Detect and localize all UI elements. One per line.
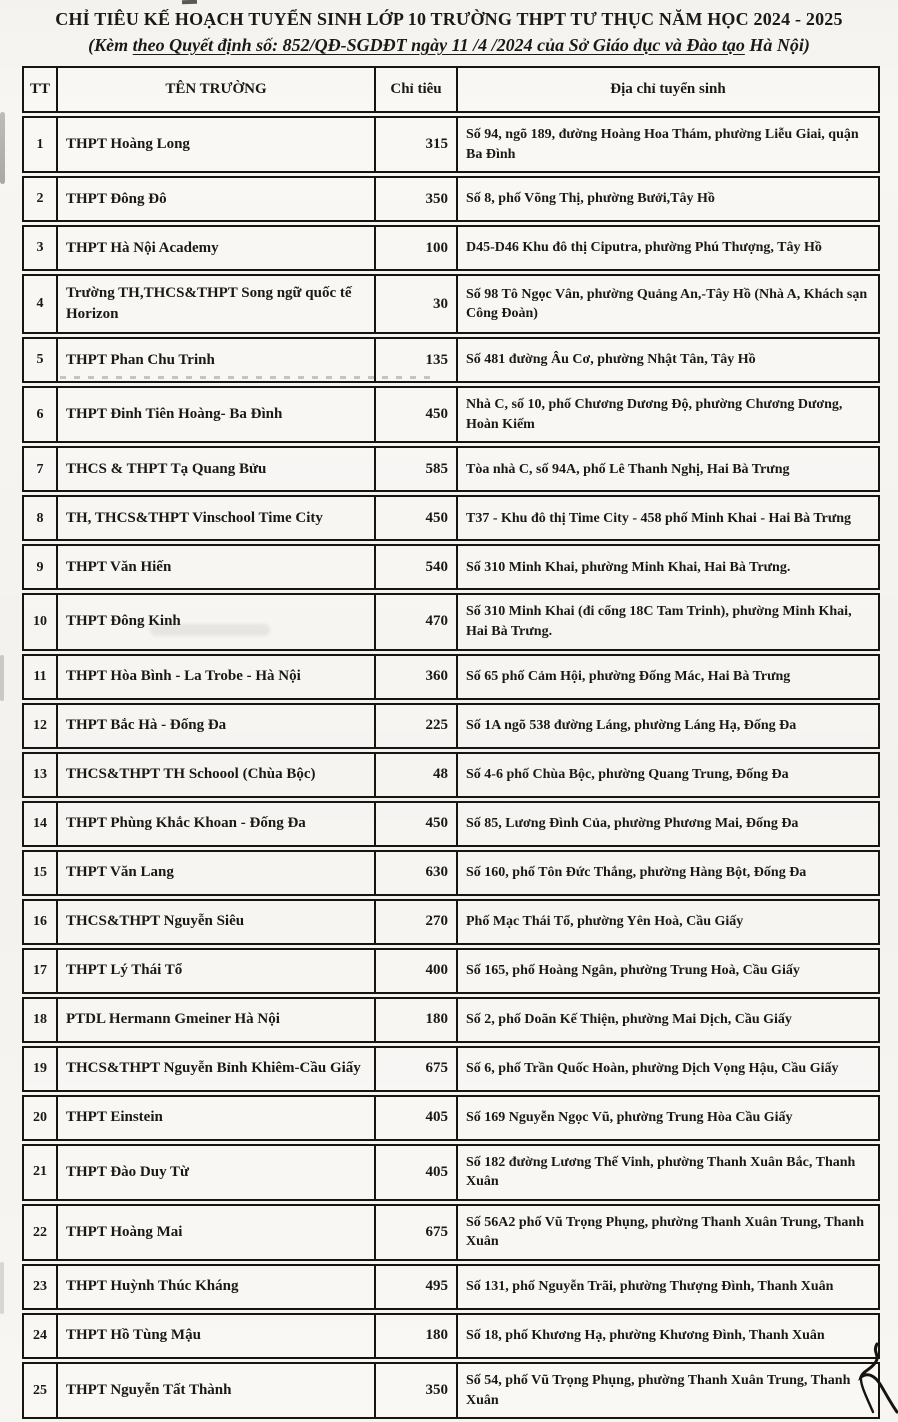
table-row [22, 1264, 880, 1310]
quota-cell: 350 [376, 178, 458, 220]
school-name-cell: TH, THCS&THPT Vinschool Time City [58, 497, 376, 539]
table-row [22, 1046, 880, 1092]
quota-cell: 450 [376, 497, 458, 539]
row-number-cell: 12 [24, 705, 58, 747]
school-name-cell: THPT Văn Lang [58, 852, 376, 894]
table-row [22, 1095, 880, 1141]
row-number-cell: 6 [24, 388, 58, 441]
school-name-cell: THCS & THPT Tạ Quang Bửu [58, 448, 376, 490]
address-cell: Số 2, phố Doãn Kế Thiện, phường Mai Dịch, Cầu Giấy [466, 1011, 792, 1027]
quota-cell: 180 [376, 999, 458, 1041]
school-name-cell: THPT Hà Nội Academy [58, 227, 376, 269]
row-number-cell: 24 [24, 1315, 58, 1357]
subtitle-prefix: (Kèm [88, 35, 133, 55]
quota-cell: 675 [376, 1048, 458, 1090]
row-number-cell: 2 [24, 178, 58, 220]
row-number-cell: 19 [24, 1048, 58, 1090]
scan-artifact-edge-smudge [0, 655, 4, 701]
row-number-cell: 9 [24, 546, 58, 588]
row-number-cell: 14 [24, 803, 58, 845]
table-row [22, 850, 880, 896]
address-cell: Số 65 phố Cảm Hội, phường Đống Mác, Hai Bà Trưng [466, 668, 791, 684]
address-cell: Số 131, phố Nguyễn Trãi, phường Thượng Đình, Thanh Xuân [466, 1279, 834, 1295]
row-number-cell: 20 [24, 1097, 58, 1139]
address-cell: Số 8, phố Võng Thị, phường Bưởi,Tây Hồ [466, 191, 715, 207]
table-row [22, 752, 880, 798]
scan-artifact-edge-smudge [0, 112, 5, 184]
quota-cell: 540 [376, 546, 458, 588]
school-name-cell: THPT Nguyễn Tất Thành [58, 1364, 376, 1417]
table-row [22, 1313, 880, 1359]
school-name-cell: THPT Huỳnh Thúc Kháng [58, 1266, 376, 1308]
address-cell: Nhà C, số 10, phố Chương Dương Độ, phường Chương Dương, Hoàn Kiếm [466, 397, 843, 432]
quota-cell: 135 [376, 339, 458, 381]
school-name-cell: THPT Hoàng Long [58, 118, 376, 171]
quota-cell: 350 [376, 1364, 458, 1417]
header-address: Địa chỉ tuyển sinh [610, 81, 726, 97]
quota-cell: 675 [376, 1206, 458, 1259]
school-name-cell: THPT Einstein [58, 1097, 376, 1139]
row-number-cell: 21 [24, 1146, 58, 1199]
page-title: CHỈ TIÊU KẾ HOẠCH TUYỂN SINH LỚP 10 TRƯỜNG THPT TƯ THỤC NĂM HỌC 2024 - 2025 [55, 9, 843, 29]
scan-artifact-edge-smudge [0, 1262, 4, 1314]
row-number-cell: 13 [24, 754, 58, 796]
quota-cell: 180 [376, 1315, 458, 1357]
address-cell: Số 85, Lương Đình Của, phường Phương Mai, Đống Đa [466, 815, 799, 831]
address-cell: Số 6, phố Trần Quốc Hoàn, phường Dịch Vọng Hậu, Cầu Giấy [466, 1060, 839, 1076]
quota-cell: 360 [376, 656, 458, 698]
row-number-cell: 23 [24, 1266, 58, 1308]
school-name-cell: THPT Đinh Tiên Hoàng- Ba Đình [58, 388, 376, 441]
quota-cell: 405 [376, 1097, 458, 1139]
school-name-cell: THCS&THPT Nguyễn Siêu [58, 901, 376, 943]
row-number-cell: 18 [24, 999, 58, 1041]
table-row [22, 116, 880, 173]
quota-cell: 405 [376, 1146, 458, 1199]
school-name-cell: PTDL Hermann Gmeiner Hà Nội [58, 999, 376, 1041]
row-number-cell: 22 [24, 1206, 58, 1259]
table-row [22, 948, 880, 994]
table-header-row [22, 66, 880, 113]
address-cell: Số 182 đường Lương Thế Vinh, phường Thanh Xuân Bắc, Thanh Xuân [466, 1154, 856, 1190]
row-number-cell: 5 [24, 339, 58, 381]
row-number-cell: 10 [24, 595, 58, 648]
row-number-cell: 7 [24, 448, 58, 490]
table-row [22, 801, 880, 847]
table-row [22, 997, 880, 1043]
header-tt: TT [24, 68, 58, 111]
table-row [22, 176, 880, 222]
quota-cell: 270 [376, 901, 458, 943]
table-row [22, 274, 880, 334]
address-cell: Số 310 Minh Khai (đi cổng 18C Tam Trinh), phường Minh Khai, Hai Bà Trưng. [466, 604, 852, 639]
quota-cell: 315 [376, 118, 458, 171]
quota-cell: 630 [376, 852, 458, 894]
table-row [22, 1204, 880, 1261]
quota-cell: 585 [376, 448, 458, 490]
table-row [22, 1144, 880, 1201]
table-row [22, 899, 880, 945]
address-cell: Số 310 Minh Khai, phường Minh Khai, Hai Bà Trưng. [466, 559, 791, 575]
row-number-cell: 25 [24, 1364, 58, 1417]
enrollment-quota-table [22, 66, 880, 1422]
table-row [22, 386, 880, 443]
school-name-cell: Trường TH,THCS&THPT Song ngữ quốc tế Horizon [58, 276, 376, 332]
quota-cell: 495 [376, 1266, 458, 1308]
school-name-cell: THPT Văn Hiến [58, 546, 376, 588]
table-row [22, 337, 880, 383]
school-name-cell: THPT Hồ Tùng Mậu [58, 1315, 376, 1357]
header-name: TÊN TRƯỜNG [58, 68, 376, 111]
table-row [22, 446, 880, 492]
address-cell: Số 1A ngõ 538 đường Láng, phường Láng Hạ, Đống Đa [466, 717, 797, 733]
row-number-cell: 15 [24, 852, 58, 894]
address-cell: Số 169 Nguyễn Ngọc Vũ, phường Trung Hòa Cầu Giấy [466, 1109, 793, 1125]
address-cell: Tòa nhà C, số 94A, phố Lê Thanh Nghị, Hai Bà Trưng [466, 461, 790, 477]
subtitle-suffix: Hà Nội) [744, 35, 810, 55]
address-cell: Số 165, phố Hoàng Ngân, phường Trung Hoà, Cầu Giấy [466, 962, 800, 978]
address-cell: Số 160, phố Tôn Đức Thắng, phường Hàng Bột, Đống Đa [466, 864, 807, 880]
address-cell: Số 94, ngõ 189, đường Hoàng Hoa Thám, phường Liễu Giai, quận Ba Đình [466, 127, 859, 162]
row-number-cell: 8 [24, 497, 58, 539]
school-name-cell: THPT Bắc Hà - Đống Đa [58, 705, 376, 747]
address-cell: Số 18, phố Khương Hạ, phường Khương Đình, Thanh Xuân [466, 1328, 825, 1344]
address-cell: Số 98 Tô Ngọc Vân, phường Quảng An,-Tây Hồ (Nhà A, Khách sạn Công Đoàn) [466, 286, 868, 322]
quota-cell: 450 [376, 388, 458, 441]
address-cell: Số 4-6 phố Chùa Bộc, phường Quang Trung, Đống Đa [466, 766, 789, 782]
row-number-cell: 11 [24, 656, 58, 698]
subtitle-underlined: theo Quyết định số: 852/QĐ-SGDĐT ngày 11 /4 /2024 của Sở Giáo dục và Đào tạo [132, 35, 745, 55]
quota-cell: 30 [376, 276, 458, 332]
table-row [22, 1362, 880, 1419]
row-number-cell: 17 [24, 950, 58, 992]
quota-cell: 400 [376, 950, 458, 992]
address-cell: Số 56A2 phố Vũ Trọng Phụng, phường Thanh Xuân Trung, Thanh Xuân [466, 1214, 864, 1250]
header-quota: Chỉ tiêu [376, 68, 458, 111]
table-body [22, 116, 880, 1419]
table-row [22, 703, 880, 749]
table-row [22, 654, 880, 700]
document-subtitle [0, 35, 898, 56]
quota-cell: 225 [376, 705, 458, 747]
row-number-cell: 3 [24, 227, 58, 269]
address-cell: T37 - Khu đô thị Time City - 458 phố Minh Khai - Hai Bà Trưng [466, 510, 852, 526]
school-name-cell: THPT Hòa Bình - La Trobe - Hà Nội [58, 656, 376, 698]
row-number-cell: 16 [24, 901, 58, 943]
table-row [22, 495, 880, 541]
school-name-cell: THPT Đông Đô [58, 178, 376, 220]
school-name-cell: THCS&THPT TH Schoool (Chùa Bộc) [58, 754, 376, 796]
quota-cell: 100 [376, 227, 458, 269]
school-name-cell: THCS&THPT Nguyễn Bỉnh Khiêm-Cầu Giấy [58, 1048, 376, 1090]
school-name-cell: THPT Lý Thái Tổ [58, 950, 376, 992]
address-cell: Số 54, phố Vũ Trọng Phụng, phường Thanh Xuân Trung, Thanh Xuân [466, 1372, 851, 1408]
row-number-cell: 1 [24, 118, 58, 171]
school-name-cell: THPT Đông Kinh [58, 595, 376, 648]
address-cell: D45-D46 Khu đô thị Ciputra, phường Phú Thượng, Tây Hồ [466, 240, 822, 256]
table-row [22, 544, 880, 590]
address-cell: Số 481 đường Âu Cơ, phường Nhật Tân, Tây Hồ [466, 352, 756, 368]
school-name-cell: THPT Phan Chu Trinh [58, 339, 376, 381]
quota-cell: 450 [376, 803, 458, 845]
table-row [22, 593, 880, 650]
quota-cell: 48 [376, 754, 458, 796]
address-cell: Phố Mạc Thái Tổ, phường Yên Hoà, Cầu Giấy [466, 913, 744, 929]
school-name-cell: THPT Phùng Khắc Khoan - Đống Đa [58, 803, 376, 845]
quota-cell: 470 [376, 595, 458, 648]
school-name-cell: THPT Đào Duy Từ [58, 1146, 376, 1199]
row-number-cell: 4 [24, 276, 58, 332]
table-row [22, 225, 880, 271]
school-name-cell: THPT Hoàng Mai [58, 1206, 376, 1259]
